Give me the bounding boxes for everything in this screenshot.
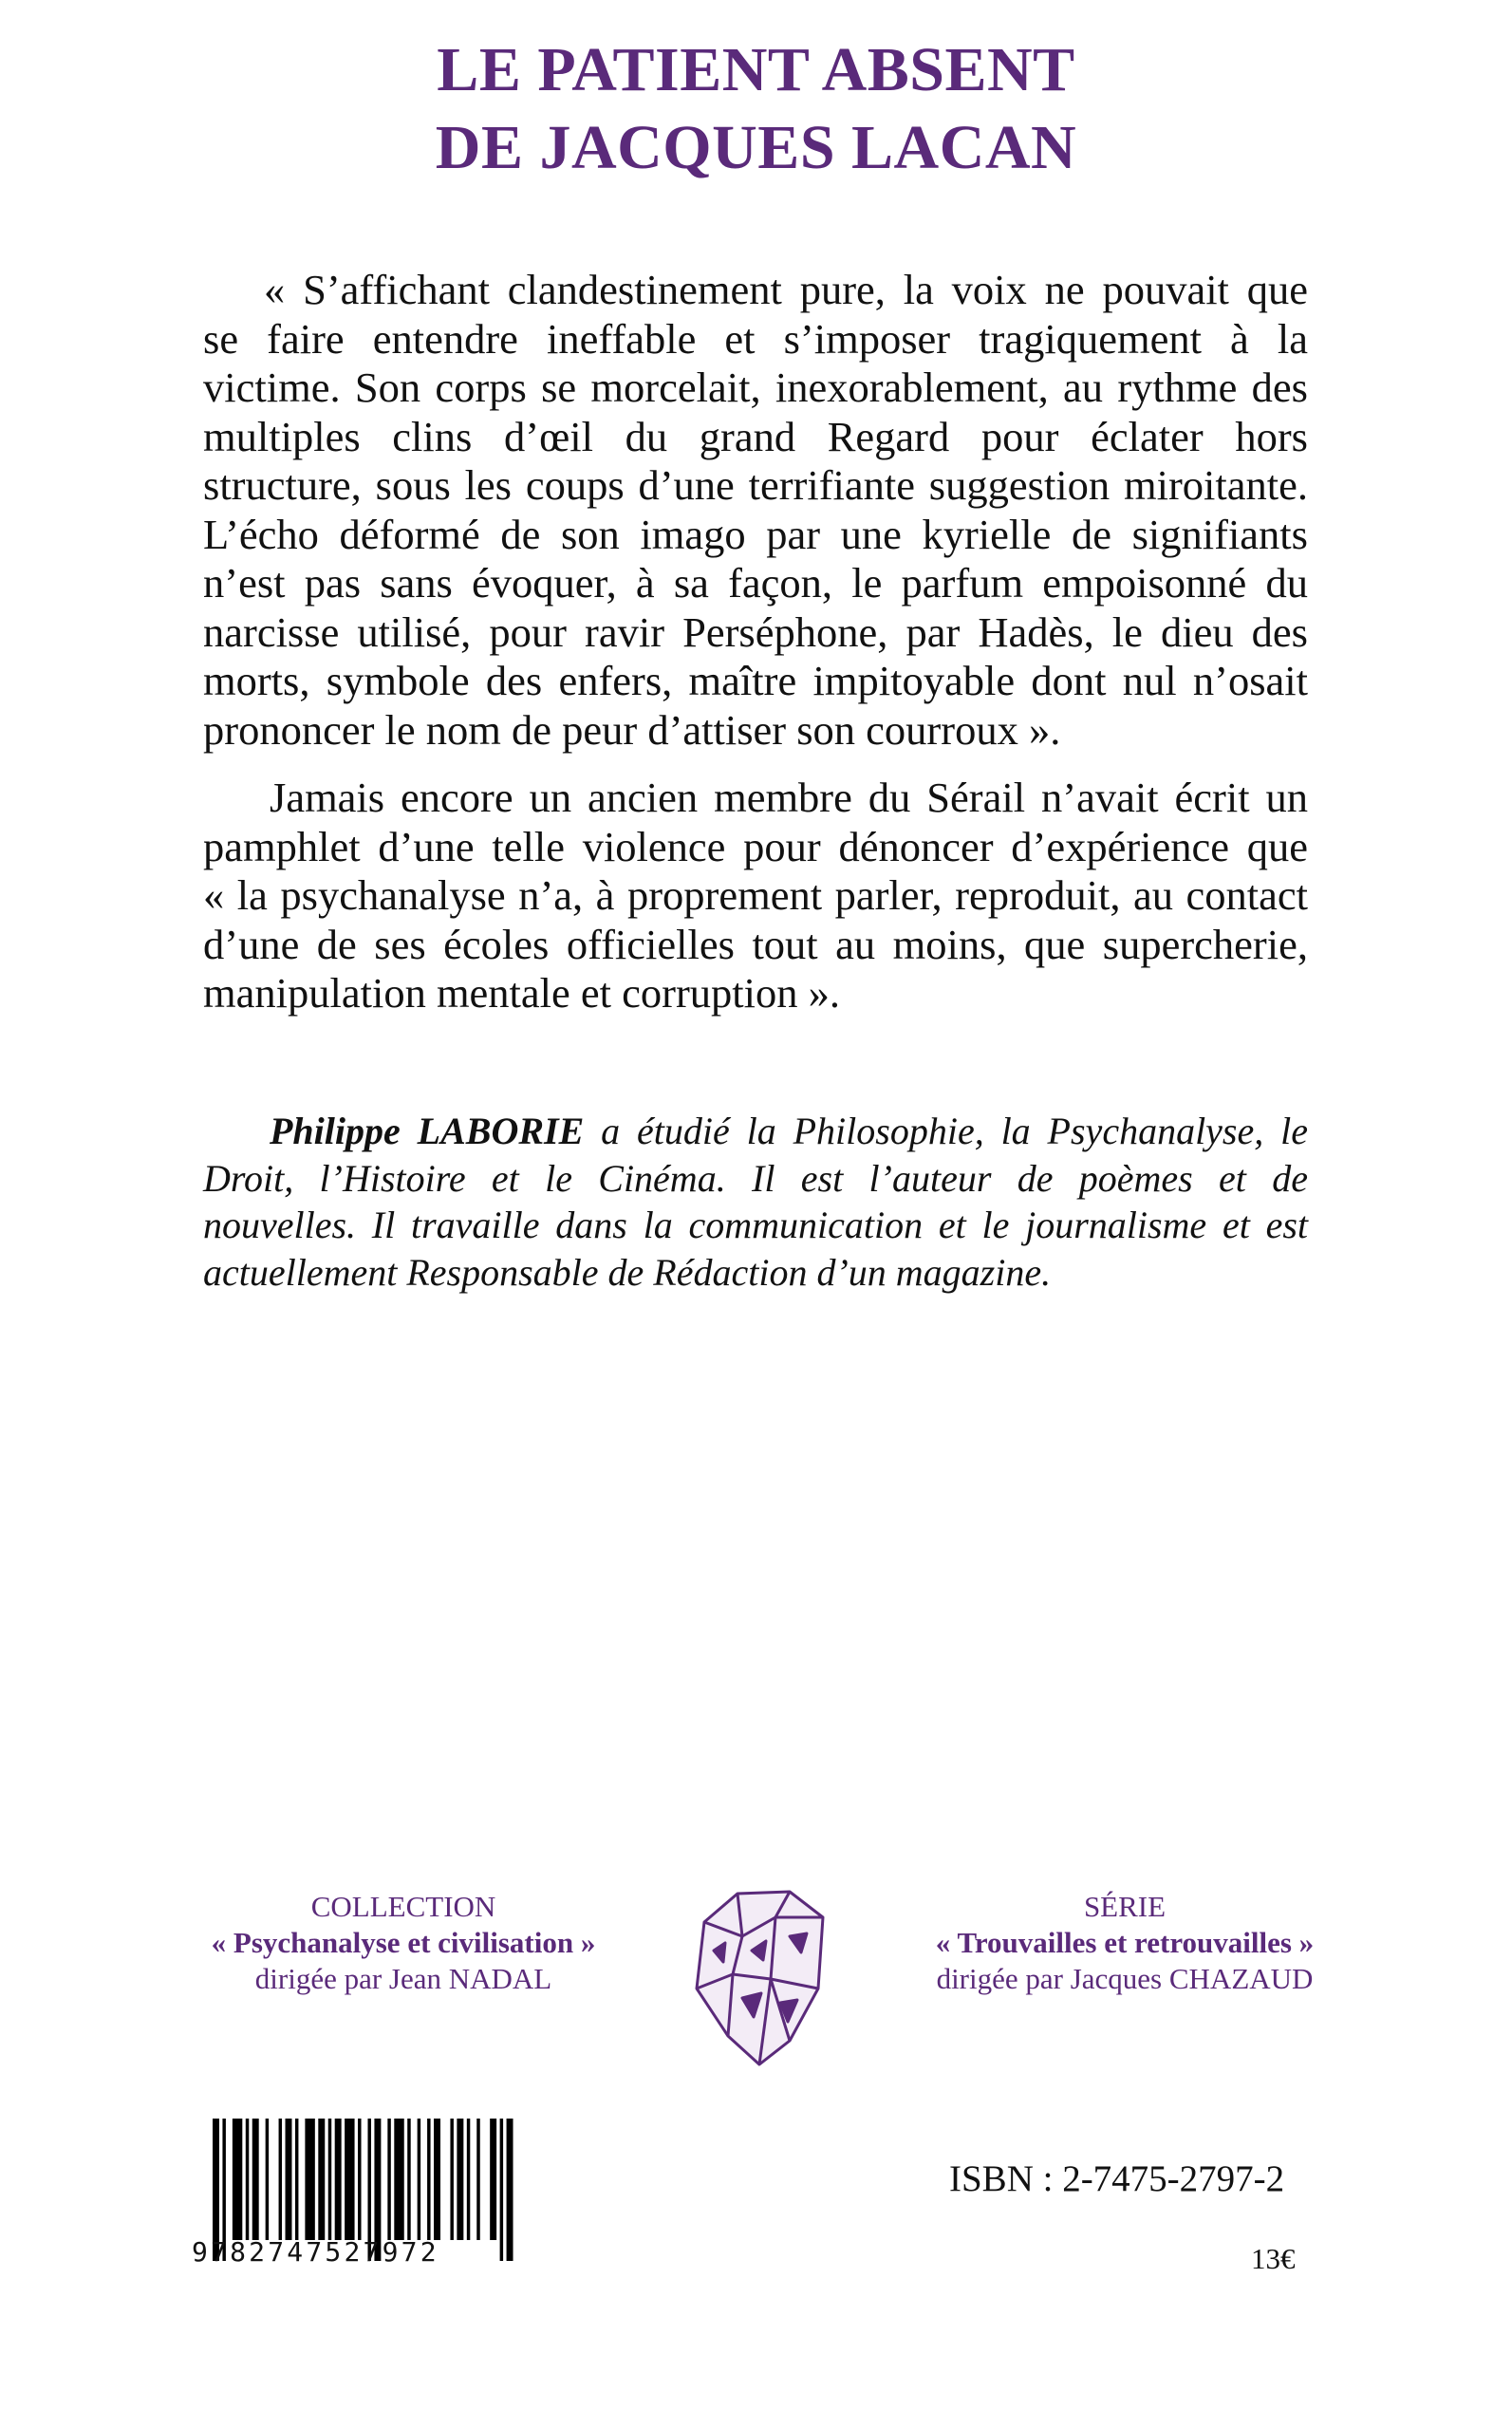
bio-line: actuellement Responsable de Rédaction d’un magazine. <box>203 1250 1052 1294</box>
quote-line: morts, symbole des enfers, maître impitoyable dont nul n’osait <box>203 657 1308 704</box>
barcode-bar <box>387 2119 390 2240</box>
quote-line: n’est pas sans évoquer, à sa façon, le parfum empoisonné du <box>203 559 1308 607</box>
bio-line-1-rest: a étudié la Philosophie, la Psychanalyse, le <box>584 1110 1308 1152</box>
quote-line: victime. Son corps se morcelait, inexorablement, au rythme des <box>203 364 1308 411</box>
barcode-bar <box>434 2119 440 2240</box>
pamphlet-line: manipulation mentale et corruption ». <box>203 969 841 1017</box>
book-title-line-1: LE PATIENT ABSENT <box>437 35 1075 104</box>
barcode-bar <box>246 2119 249 2240</box>
author-bio <box>203 1108 1308 1296</box>
barcode-bar <box>305 2119 314 2240</box>
pamphlet-paragraph <box>203 774 1308 1018</box>
quote-line: prononcer le nom de peur d’attiser son courroux ». <box>203 705 1061 754</box>
collection-name: « Psychanalyse et civilisation » <box>211 1926 596 1959</box>
serie-label: SÉRIE <box>1083 1890 1167 1923</box>
barcode-bar <box>328 2119 331 2240</box>
collection-director: dirigée par Jean NADAL <box>254 1962 552 1995</box>
barcode-bar <box>279 2119 282 2240</box>
barcode-bar <box>394 2119 403 2240</box>
quote-line: L’écho déformé de son imago par une kyrielle de signifiants <box>203 510 1308 558</box>
quote-line: « S’affichant clandestinement pure, la voix ne pouvait que <box>264 266 1308 313</box>
barcode-bar <box>490 2119 496 2240</box>
barcode-bar <box>266 2119 269 2240</box>
bio-line <box>203 1108 1308 1155</box>
quote-paragraph <box>203 266 1308 755</box>
barcode-bar <box>295 2119 298 2240</box>
pamphlet-line: Jamais encore un ancien membre du Sérail n’avait écrit un <box>270 774 1308 821</box>
barcode-bar <box>467 2119 470 2240</box>
quote-line: narcisse utilisé, pour ravir Perséphone, par Hadès, le dieu des <box>203 607 1308 656</box>
quote-line: se faire entendre ineffable et s’imposer tragiquement à la <box>203 314 1308 363</box>
barcode-bar <box>345 2119 354 2240</box>
barcode-bar <box>252 2119 259 2240</box>
bio-line: nouvelles. Il travaille dans la communication et le journalisme et est <box>203 1204 1308 1246</box>
barcode-bar <box>233 2119 242 2240</box>
serie-block <box>887 1889 1362 1997</box>
quote-line: multiples clins d’œil du grand Regard pour éclater hors <box>203 412 1308 460</box>
barcode-bar <box>335 2119 342 2240</box>
barcode-bar <box>418 2119 420 2240</box>
publisher-emblem-icon <box>685 1884 832 2069</box>
barcode-bar <box>286 2119 292 2240</box>
barcode-digits: 9782747527972 <box>192 2236 439 2268</box>
serie-director: dirigée par Jacques CHAZAUD <box>936 1962 1314 1995</box>
book-title-line-2: DE JACQUES LACAN <box>435 113 1077 182</box>
serie-name: « Trouvailles et retrouvailles » <box>935 1926 1315 1959</box>
author-name: Philippe LABORIE <box>270 1110 585 1152</box>
barcode-bar <box>450 2119 453 2240</box>
barcode-bar <box>457 2119 463 2240</box>
pamphlet-line: « la psychanalyse n’a, à proprement parler, reproduit, au contact <box>203 871 1308 919</box>
isbn: ISBN : 2-7475-2797-2 <box>949 2158 1285 2199</box>
barcode-bar <box>318 2119 325 2240</box>
pamphlet-line: pamphlet d’une telle violence pour dénoncer d’expérience que <box>203 822 1308 870</box>
barcode-bar <box>407 2119 410 2240</box>
barcode-bar <box>427 2119 430 2240</box>
bio-line: Droit, l’Histoire et le Cinéma. Il est l’auteur de poèmes et de <box>203 1156 1308 1200</box>
price: 13€ <box>1251 2242 1296 2275</box>
pamphlet-line: d’une de ses écoles officielles tout au moins, que supercherie, <box>203 920 1308 968</box>
collection-block <box>190 1889 617 1997</box>
collection-label: COLLECTION <box>310 1890 496 1923</box>
barcode-bar <box>358 2119 361 2240</box>
barcode-bar <box>476 2119 479 2240</box>
quote-line: structure, sous les coups d’une terrifiante suggestion miroitante. <box>203 461 1308 509</box>
